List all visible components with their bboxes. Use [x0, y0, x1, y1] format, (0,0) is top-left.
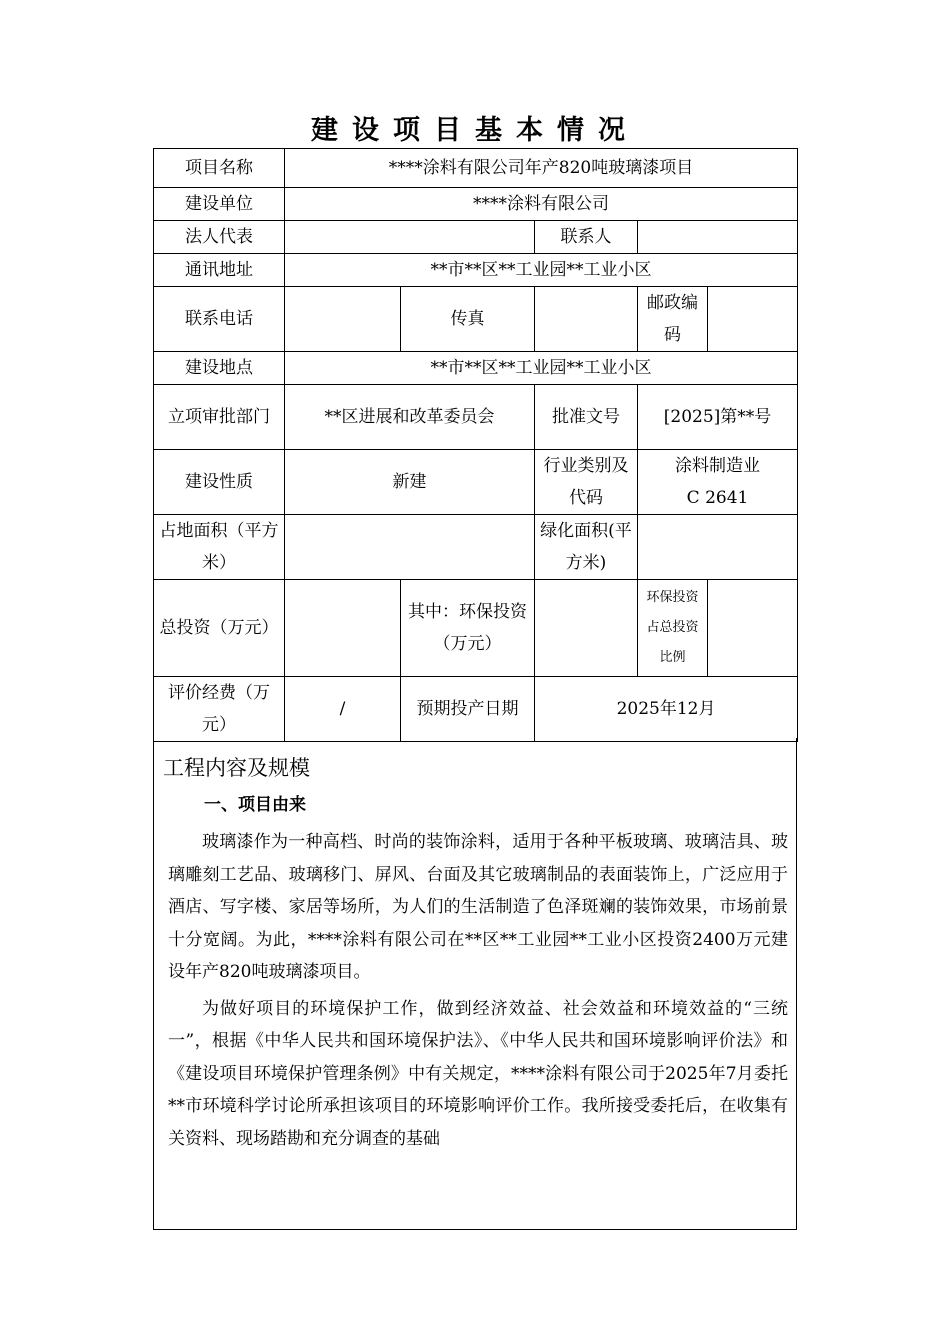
legal-rep-value	[285, 221, 535, 254]
row-area	[154, 515, 798, 580]
row-phone	[154, 287, 798, 352]
row-site	[154, 352, 798, 385]
row-builder	[154, 188, 798, 221]
start-date-value: 2025年12月	[535, 677, 798, 742]
env-ratio-value	[708, 580, 798, 677]
fax-value	[535, 287, 638, 352]
paragraph-1: 玻璃漆作为一种高档、时尚的装饰涂料，适用于各种平板玻璃、玻璃洁具、玻璃雕刻工艺品、玻璃移门、屏风、台面及其它玻璃制品的表面装饰上，广泛应用于酒店、写字楼、家居等场所，为人们的生活制造了色泽斑斓的装饰效果，市场前景十分宽阔。为此，****涂料有限公司在**区**工业园**工业小区投资2400万元建设年产820吨玻璃漆项目。	[168, 832, 788, 982]
contact-label: 联系人	[535, 221, 638, 254]
row-approval	[154, 385, 798, 450]
postcode-label: 邮政编码	[638, 287, 708, 352]
total-invest-value	[285, 580, 401, 677]
industry-code: C 2641	[686, 488, 749, 508]
project-name-label: 项目名称	[154, 149, 285, 188]
green-area-label: 绿化面积(平方米)	[535, 515, 638, 580]
project-content-box	[153, 738, 797, 1230]
row-investment	[154, 580, 798, 677]
builder-value: ****涂料有限公司	[285, 188, 798, 221]
row-nature	[154, 450, 798, 515]
row-address	[154, 254, 798, 287]
postcode-value	[708, 287, 798, 352]
industry-label: 行业类别及代码	[535, 450, 638, 515]
legal-rep-label: 法人代表	[154, 221, 285, 254]
site-value: **市**区**工业园**工业小区	[285, 352, 798, 385]
row-legal-rep	[154, 221, 798, 254]
project-info-table	[153, 148, 798, 742]
approval-no-value: [2025]第**号	[638, 385, 798, 450]
builder-label: 建设单位	[154, 188, 285, 221]
eval-fee-value: /	[285, 677, 401, 742]
row-eval-fee	[154, 677, 798, 742]
industry-value	[638, 450, 798, 515]
phone-label: 联系电话	[154, 287, 285, 352]
address-value: **市**区**工业园**工业小区	[285, 254, 798, 287]
start-date-label: 预期投产日期	[401, 677, 535, 742]
approval-dept-label: 立项审批部门	[154, 385, 285, 450]
land-area-value	[285, 515, 535, 580]
document-title: 建设项目基本情况	[311, 115, 639, 146]
paragraph-2: 为做好项目的环境保护工作，做到经济效益、社会效益和环境效益的“三统一”，根据《中华人民共和国环境保护法》、《中华人民共和国环境影响评价法》和《建设项目环境保护管理条例》中有关规定，****涂料有限公司于2025年7月委托**市环境科学讨论所承担该项目的环境影响评价工作。我所接受委托后，在收集有关资料、现场踏勘和充分调查的基础	[168, 998, 788, 1149]
subsection-title: 一、项目由来	[204, 795, 306, 815]
env-invest-value	[535, 580, 638, 677]
fax-label: 传真	[401, 287, 535, 352]
total-invest-label: 总投资（万元）	[154, 580, 285, 677]
approval-no-label: 批准文号	[535, 385, 638, 450]
nature-label: 建设性质	[154, 450, 285, 515]
approval-dept-value: **区进展和改革委员会	[285, 385, 535, 450]
row-project-name	[154, 149, 798, 188]
nature-value: 新建	[285, 450, 535, 515]
contact-value	[638, 221, 798, 254]
land-area-label: 占地面积（平方米）	[154, 515, 285, 580]
eval-fee-label: 评价经费（万元）	[154, 677, 285, 742]
site-label: 建设地点	[154, 352, 285, 385]
env-ratio-label: 环保投资占总投资比例	[638, 580, 708, 677]
project-name-value: ****涂料有限公司年产820吨玻璃漆项目	[285, 149, 798, 188]
phone-value	[285, 287, 401, 352]
industry-name: 涂料制造业	[675, 456, 761, 476]
address-label: 通讯地址	[154, 254, 285, 287]
green-area-value	[638, 515, 798, 580]
env-invest-label: 其中：环保投资 （万元）	[401, 580, 535, 677]
section-title: 工程内容及规模	[163, 756, 310, 780]
